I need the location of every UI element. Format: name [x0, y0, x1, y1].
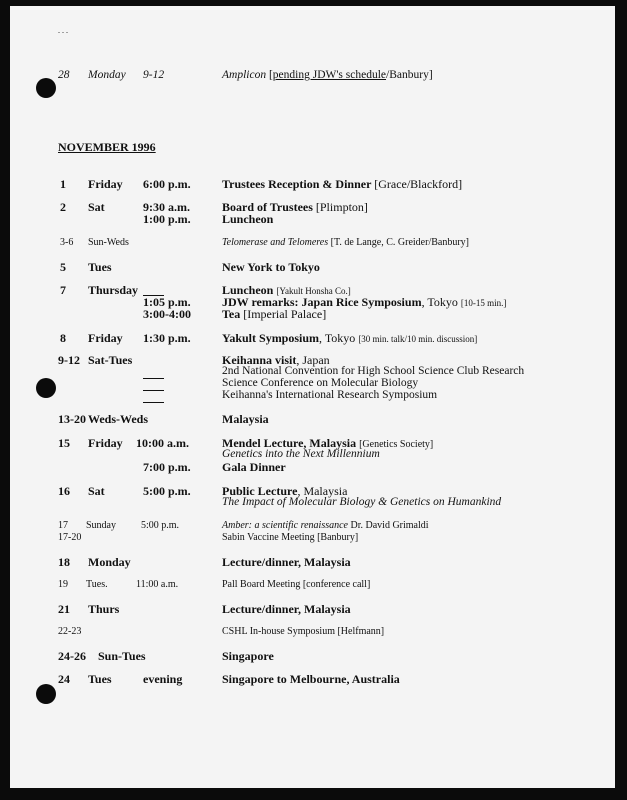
entry-day: 16: [58, 484, 70, 498]
entry-time: 7:00 p.m.: [143, 460, 191, 474]
entry-weekday: Tues.: [86, 579, 108, 590]
entry-day: 18: [58, 555, 70, 569]
entry-line: Keihanna's International Research Symposium: [222, 389, 438, 401]
entry-day: 9-12: [58, 353, 80, 367]
entry-subtitle: Genetics into the Next Millennium: [222, 448, 380, 460]
entry-title: Mendel Lecture, Malaysia [Genetics Society]: [222, 436, 434, 450]
punch-hole: [36, 378, 56, 398]
entry-time: 5:00 p.m.: [141, 520, 180, 531]
entry-title: Sabin Vaccine Meeting [Banbury]: [222, 532, 359, 543]
entry-day: 21: [58, 602, 70, 616]
entry-weekday: Sat-Tues: [88, 353, 133, 367]
entry-title: JDW remarks: Japan Rice Symposium, Tokyo [10-15 min.]: [222, 295, 507, 309]
entry-title: Singapore: [222, 649, 274, 663]
entry-title: New York to Tokyo: [222, 260, 320, 274]
entry-line: 2nd National Convention for High School Science Club Research: [222, 365, 525, 377]
top-day: 28: [58, 69, 70, 81]
entry-day: 22-23: [58, 626, 82, 637]
entry-title: Luncheon [Yakult Honsha Co.]: [222, 283, 351, 297]
entry-time: 1:05 p.m.: [143, 295, 191, 309]
entry-day: 3-6: [60, 237, 74, 248]
entry-time: 10:00 a.m.: [136, 436, 189, 450]
entry-weekday: Tues: [88, 260, 112, 274]
blank-time-line: [143, 390, 164, 391]
entry-weekday: Friday: [88, 436, 123, 450]
entry-time: 1:30 p.m.: [143, 331, 191, 345]
entry-weekday: Sunday: [86, 520, 116, 531]
entry-day: 13-20: [58, 412, 86, 426]
entry-title: Telomerase and Telomeres [T. de Lange, C. Greider/Banbury]: [222, 237, 469, 248]
entry-day: 17: [58, 520, 68, 531]
entry-line: Science Conference on Molecular Biology: [222, 377, 419, 389]
top-event: Amplicon [pending JDW's schedule/Banbury]: [222, 69, 433, 81]
entry-title: Public Lecture, Malaysia: [222, 484, 348, 498]
entry-title: Yakult Symposium, Tokyo [30 min. talk/10 min. discussion]: [222, 331, 478, 345]
entry-title: Gala Dinner: [222, 460, 286, 474]
entry-weekday: Sat: [88, 200, 105, 214]
entry-day: 7: [60, 283, 66, 297]
punch-hole: [36, 78, 56, 98]
entry-day: 17-20: [58, 532, 82, 543]
entry-weekday: Sun-Weds: [88, 237, 129, 248]
corner-marks: . . .: [58, 26, 68, 35]
entry-day: 8: [60, 331, 66, 345]
entry-weekday: Thursday: [88, 283, 139, 297]
entry-day: 5: [60, 260, 66, 274]
month-heading: NOVEMBER 1996: [58, 140, 156, 154]
entry-weekday: Monday: [88, 555, 131, 569]
document-page: [10, 6, 615, 788]
entry-weekday: Thurs: [88, 602, 120, 616]
entry-title: Board of Trustees [Plimpton]: [222, 200, 368, 214]
entry-time: 6:00 p.m.: [143, 177, 191, 191]
entry-title: Singapore to Melbourne, Australia: [222, 672, 400, 686]
entry-time: 1:00 p.m.: [143, 212, 191, 226]
entry-time: 3:00-4:00: [143, 307, 191, 321]
entry-title: Malaysia: [222, 412, 269, 426]
entry-weekday: Friday: [88, 331, 123, 345]
entry-day: 2: [60, 200, 66, 214]
entry-day: 24: [58, 672, 70, 686]
entry-time: 11:00 a.m.: [136, 579, 179, 590]
top-time: 9-12: [143, 69, 165, 81]
entry-subtitle: The Impact of Molecular Biology & Genetics on Humankind: [222, 496, 502, 508]
entry-weekday: Sun-Tues: [98, 649, 146, 663]
entry-weekday: Tues: [88, 672, 112, 686]
entry-title: CSHL In-house Symposium [Helfmann]: [222, 626, 385, 637]
entry-weekday: Weds-Weds: [88, 412, 149, 426]
entry-title: Keihanna visit, Japan: [222, 353, 330, 367]
punch-hole: [36, 684, 56, 704]
entry-title: Amber: a scientific renaissance Dr. David Grimaldi: [222, 520, 429, 531]
entry-weekday: Friday: [88, 177, 123, 191]
entry-title: Lecture/dinner, Malaysia: [222, 555, 351, 569]
entry-title: Pall Board Meeting [conference call]: [222, 579, 371, 590]
blank-time-line: [143, 402, 164, 403]
entry-title: Lecture/dinner, Malaysia: [222, 602, 351, 616]
entry-time: 9:30 a.m.: [143, 200, 190, 214]
entry-title: Trustees Reception & Dinner [Grace/Blackford]: [222, 177, 463, 191]
entry-day: 1: [60, 177, 66, 191]
entry-day: 24-26: [58, 649, 86, 663]
top-weekday: Monday: [88, 69, 126, 81]
entry-time: 5:00 p.m.: [143, 484, 191, 498]
entry-day: 19: [58, 579, 68, 590]
entry-title: Tea [Imperial Palace]: [222, 307, 327, 321]
blank-time-line: [143, 378, 164, 379]
entry-day: 15: [58, 436, 70, 450]
entry-time: evening: [143, 672, 183, 686]
entry-weekday: Sat: [88, 484, 105, 498]
entry-title: Luncheon: [222, 212, 274, 226]
